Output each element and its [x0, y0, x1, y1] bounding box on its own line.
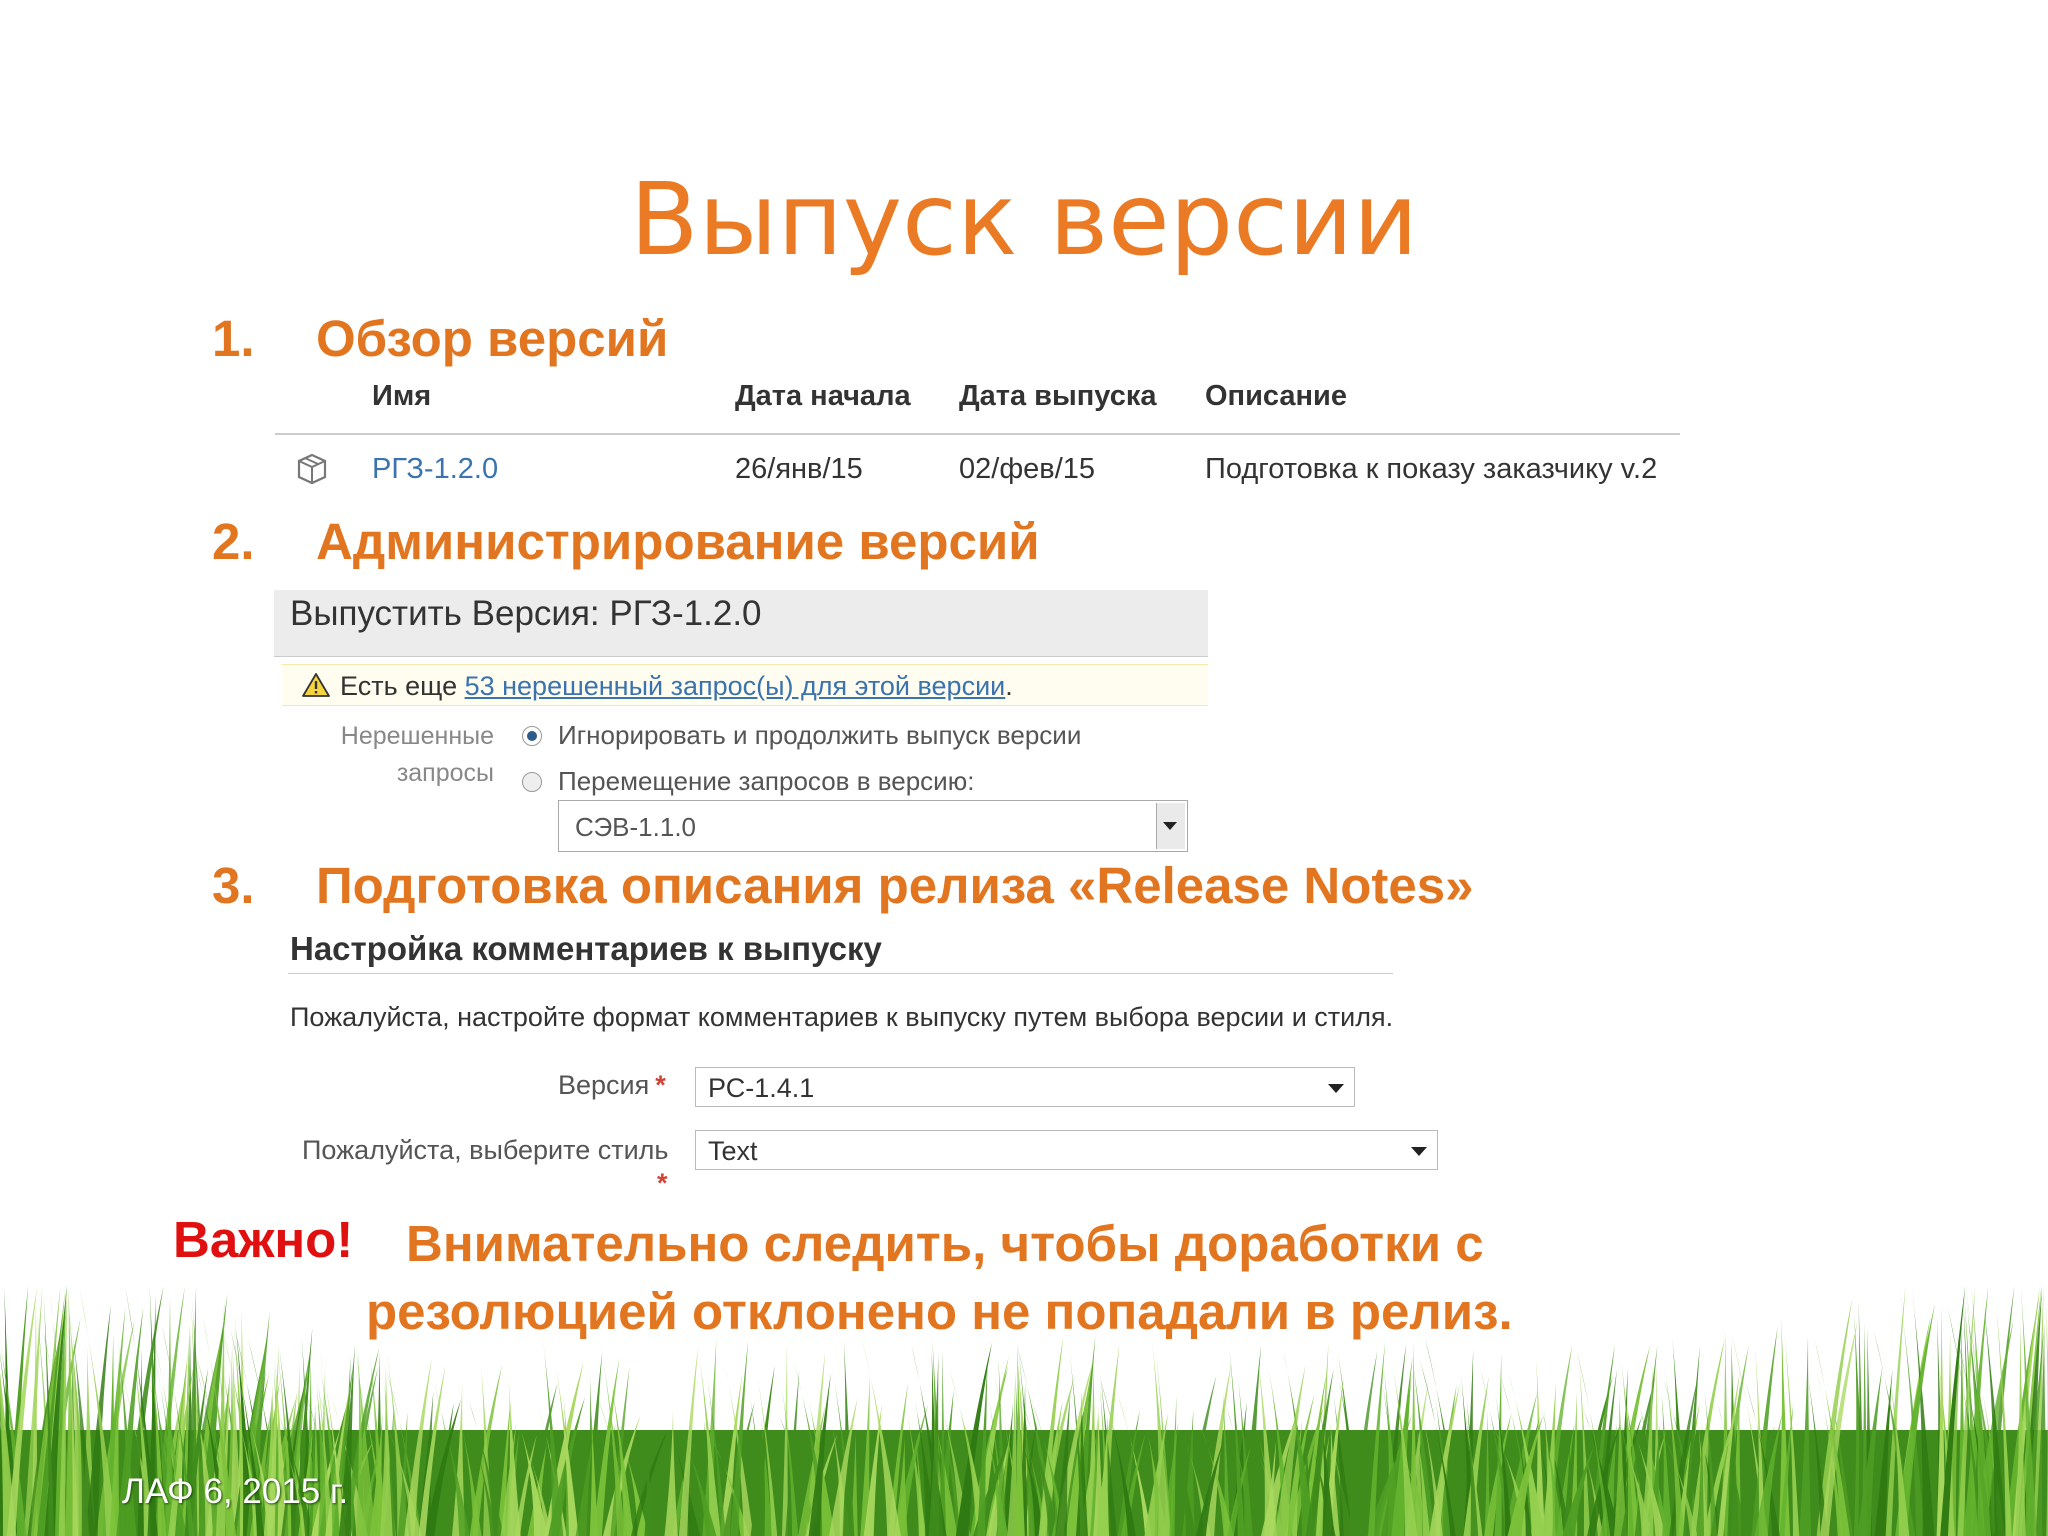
important-text-line2: резолюцией отклонено не попадали в релиз. — [366, 1283, 1513, 1340]
ignore-option-label: Игнорировать и продолжить выпуск версии — [558, 720, 1082, 750]
column-header-release-date: Дата выпуска — [959, 380, 1157, 412]
move-option-label: Перемещение запросов в версию: — [558, 766, 975, 796]
versions-table — [275, 370, 1680, 500]
move-radio[interactable] — [522, 772, 542, 792]
style-required-mark: * — [657, 1168, 668, 1198]
section-3-heading: Подготовка описания релиза «Release Notes» — [316, 857, 1474, 914]
release-notes-heading: Настройка комментариев к выпуску — [290, 930, 882, 967]
release-notes-description: Пожалуйста, настройте формат комментариев к выпуску путем выбора версии и стиля. — [290, 1002, 1394, 1032]
column-header-name: Имя — [372, 380, 432, 412]
slide-title: Выпуск версии — [629, 161, 1419, 278]
section-1-number: 1. — [212, 310, 255, 367]
warning-prefix: Есть еще — [340, 671, 465, 701]
warning-text — [340, 671, 1013, 702]
style-label: Пожалуйста, выберите стиль — [302, 1135, 669, 1165]
release-notes-form — [280, 925, 1420, 1205]
section-2-number: 2. — [212, 513, 255, 570]
dialog-header — [274, 590, 1208, 657]
chevron-down-icon — [1411, 1147, 1427, 1156]
section-1-heading: Обзор версий — [316, 310, 669, 367]
unresolved-label-line1: Нерешенные — [340, 722, 494, 750]
select-dropdown-button[interactable] — [1156, 803, 1185, 849]
unresolved-label — [274, 718, 494, 792]
column-header-start-date: Дата начала — [735, 380, 911, 412]
description-cell: Подготовка к показу заказчику v.2 — [1205, 453, 1658, 485]
move-target-select[interactable] — [558, 800, 1188, 852]
section-2-heading: Администрирование версий — [316, 513, 1040, 570]
dialog-title: Выпустить Версия: РГЗ-1.2.0 — [290, 594, 762, 633]
chevron-down-icon — [1163, 822, 1177, 830]
ignore-radio[interactable] — [522, 726, 542, 746]
package-icon — [295, 452, 329, 486]
important-text-line1: Внимательно следить, чтобы доработки с — [406, 1215, 1484, 1272]
move-target-value: СЭВ-1.1.0 — [575, 812, 696, 842]
table-header-divider — [275, 433, 1680, 435]
section-3-number: 3. — [212, 857, 255, 914]
style-select[interactable] — [695, 1130, 1438, 1170]
important-label: Важно! — [173, 1211, 354, 1268]
start-date-cell: 26/янв/15 — [735, 453, 863, 485]
column-header-description: Описание — [1205, 380, 1347, 412]
table-row — [275, 440, 1680, 500]
release-date-cell: 02/фев/15 — [959, 453, 1096, 485]
grass-blade — [1862, 1323, 1868, 1536]
warning-icon — [302, 672, 330, 698]
required-mark: * — [655, 1070, 666, 1100]
version-select-value: РС-1.4.1 — [708, 1073, 815, 1103]
chevron-down-icon — [1328, 1084, 1344, 1093]
release-notes-divider — [288, 973, 1393, 974]
unresolved-issues-link[interactable]: 53 нерешенный запрос(ы) для этой версии — [464, 671, 1006, 701]
version-label-text: Версия — [558, 1070, 650, 1100]
version-field-label — [558, 1070, 666, 1101]
release-version-dialog — [274, 590, 1208, 852]
version-name-link[interactable]: РГЗ-1.2.0 — [372, 453, 499, 485]
warning-banner — [282, 664, 1208, 706]
warning-suffix: . — [1005, 671, 1013, 701]
unresolved-label-line2: запросы — [396, 759, 494, 787]
version-select[interactable] — [695, 1067, 1355, 1107]
footer-text: ЛАФ 6, 2015 г. — [122, 1472, 349, 1511]
style-select-value: Text — [708, 1136, 758, 1166]
